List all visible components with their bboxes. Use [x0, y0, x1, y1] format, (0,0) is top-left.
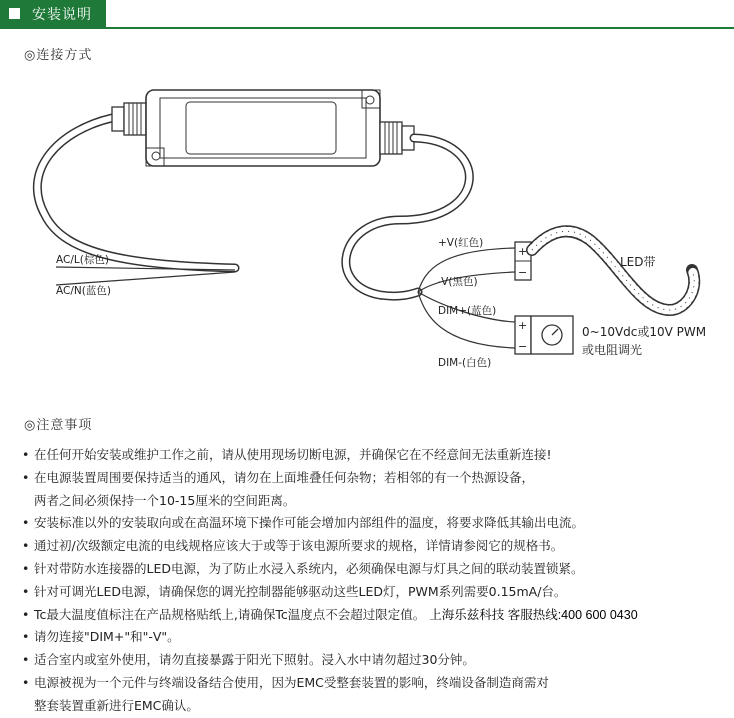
led-driver-body [146, 90, 380, 166]
hotline-text: 上海乐兹科技 客服热线:400 600 0430 [429, 607, 638, 622]
v-minus-label: -V(黑色) [438, 276, 478, 288]
note-item: 整套装置重新进行EMC确认。 [34, 697, 199, 713]
note-item: • 针对可调光LED电源，请确保您的调光控制器能够驱动这些LED灯，PWM系列需要0.15mA/台。 [22, 583, 567, 599]
dim-plus-label: DIM+(蓝色) [438, 305, 497, 317]
svg-text:+: + [518, 319, 528, 332]
note-item: • 电源被视为一个元件与终端设备结合使用，因为EMC受整套装置的影响，终端设备制造商需对 [22, 674, 549, 690]
ac-n-label: AC/N(蓝色) [56, 285, 111, 297]
note-item: • 请勿连接"DIM+"和"-V"。 [22, 629, 180, 645]
note-item: • 在电源装置周围要保持适当的通风，请勿在上面堆叠任何杂物；若相邻的有一个热源设备， [22, 469, 535, 485]
left-cable-gland [112, 103, 146, 135]
dimmer-label-2: 或电阻调光 [582, 343, 643, 357]
dimmer-controller [515, 316, 573, 354]
section-title: 安装说明 [32, 7, 92, 23]
note-item: • Tc最大温度值标注在产品规格贴纸上,请确保Tc温度点不会超过限定值。 上海乐兹科技 客服热线:400 600 0430 [22, 606, 638, 622]
note-item: • 通过初/次级额定电流的电线规格应该大于或等于该电源所要求的规格，详情请参阅它的规格书。 [22, 538, 564, 554]
note-item: • 安装标准以外的安装取向或在高温环境下操作可能会增加内部组件的温度，将要求降低其输出电流。 [22, 515, 585, 531]
right-cable-gland [380, 122, 414, 154]
led-strip-label: LED带 [620, 255, 656, 269]
notes-list [22, 444, 727, 718]
header-square-icon [9, 8, 20, 19]
note-item: • 适合室内或室外使用，请勿直接暴露于阳光下照射。浸入水中请勿超过30分钟。 [22, 652, 475, 668]
note-item: 两者之间必须保持一个10-15厘米的空间距离。 [34, 492, 296, 508]
svg-text:−: − [518, 266, 528, 279]
ac-l-label: AC/L(棕色) [56, 254, 109, 266]
wiring-diagram [20, 70, 720, 380]
dim-minus-label: DIM-(白色) [438, 357, 492, 369]
v-plus-label: +V(红色) [438, 237, 484, 249]
connection-title: ◎连接方式 [24, 48, 93, 63]
led-strip-dots [532, 231, 694, 310]
header-divider [0, 27, 734, 29]
notes-title: ◎注意事项 [24, 418, 93, 433]
note-item: • 针对带防水连接器的LED电源，为了防止水浸入系统内，必须确保电源与灯具之间的联动装置锁紧。 [22, 560, 584, 576]
note-item: • 在任何开始安装或维护工作之前，请从使用现场切断电源，并确保它在不经意间无法重新连接! [22, 447, 552, 462]
svg-text:+: + [518, 245, 528, 258]
section-header [0, 0, 106, 27]
ac-n-wire [56, 272, 235, 285]
svg-text:−: − [518, 340, 528, 353]
dimmer-label-1: 0~10Vdc或10V PWM [582, 325, 707, 339]
